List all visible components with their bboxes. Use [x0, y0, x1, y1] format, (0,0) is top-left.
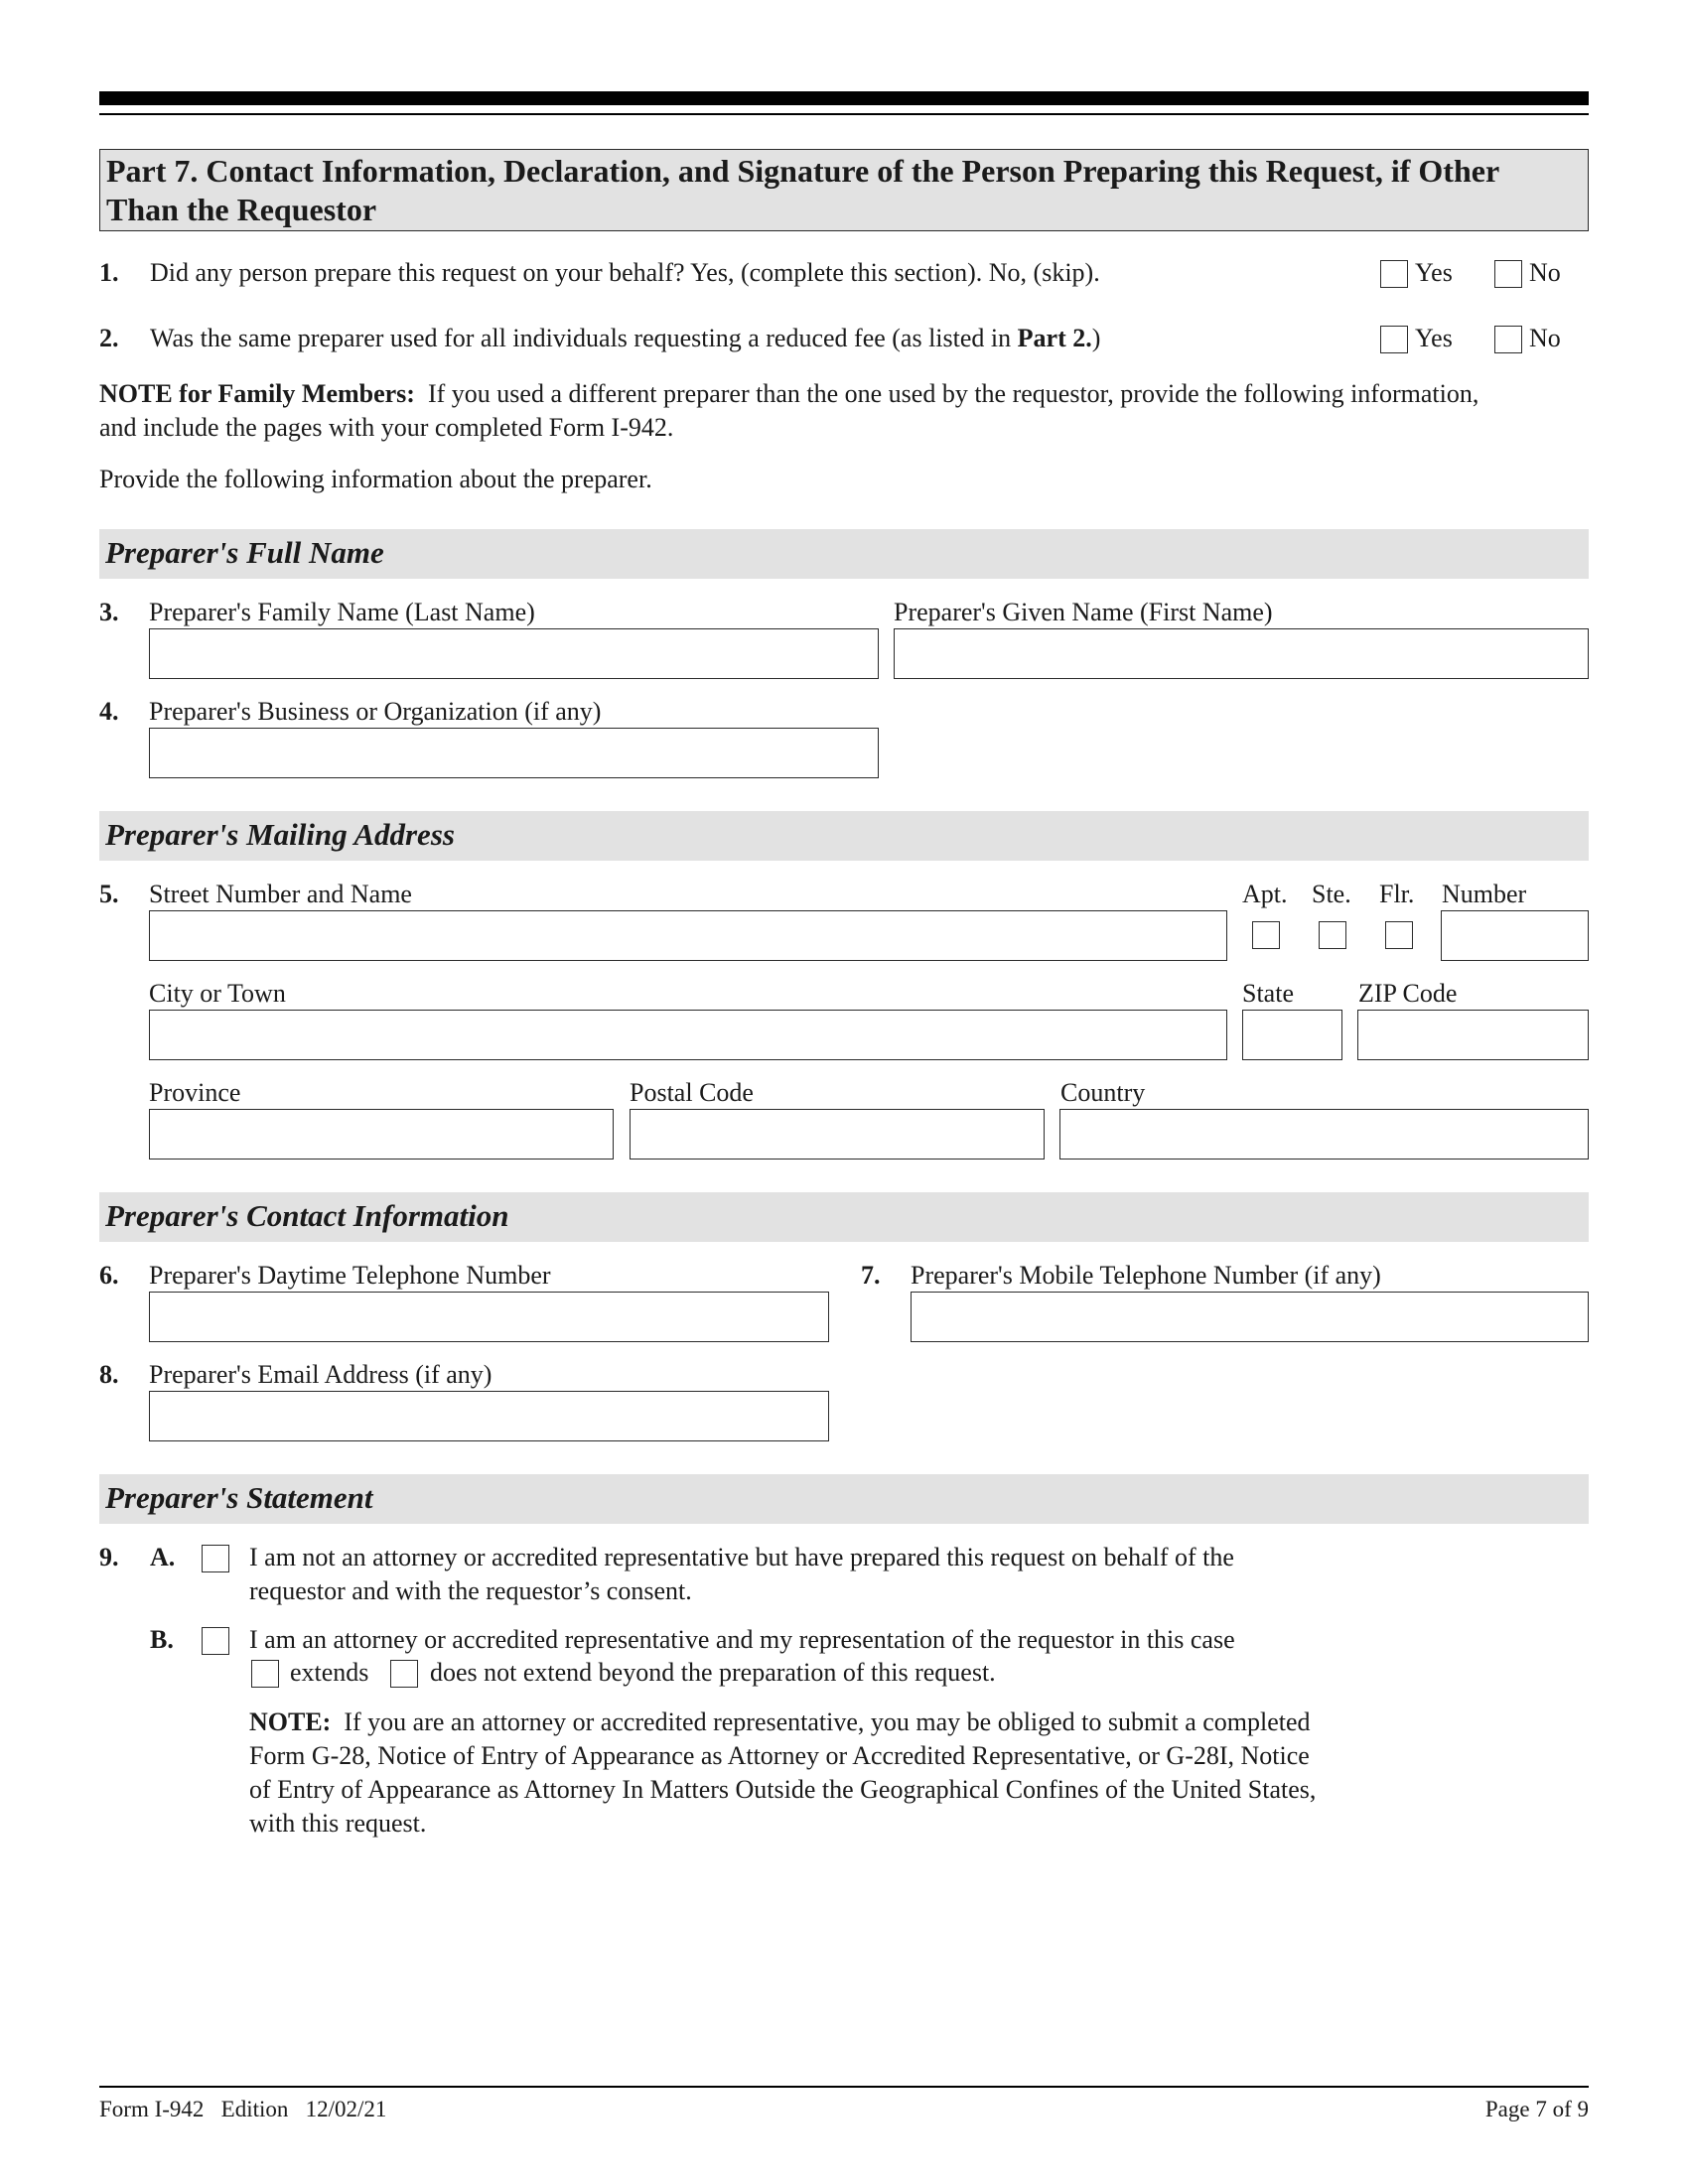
q9-note-line1	[249, 1706, 1311, 1737]
daytime-phone-field[interactable]	[149, 1292, 829, 1342]
q9a-line1: I am not an attorney or accredited representative but have prepared this request on behalf of the	[249, 1543, 1234, 1571]
q6-number: 6.	[99, 1261, 119, 1290]
section-preparer-statement	[99, 1474, 1589, 1524]
country-label: Country	[1060, 1078, 1146, 1107]
street-label: Street Number and Name	[149, 880, 412, 908]
q8-label: Preparer's Email Address (if any)	[149, 1360, 492, 1389]
business-organization-field[interactable]	[149, 728, 879, 778]
extends-label: extends	[290, 1658, 369, 1687]
q9-note-line2: Form G-28, Notice of Entry of Appearance as Attorney or Accredited Representative, or G-28I, Notice	[249, 1741, 1310, 1770]
flr-checkbox[interactable]	[1385, 921, 1413, 949]
note-family-line1	[99, 378, 1478, 409]
zip-field[interactable]	[1357, 1010, 1589, 1060]
q7-number: 7.	[861, 1261, 881, 1290]
q2-yes-checkbox[interactable]	[1380, 326, 1408, 353]
state-label: State	[1242, 979, 1294, 1008]
q1-no-checkbox[interactable]	[1494, 260, 1522, 288]
email-field[interactable]	[149, 1391, 829, 1441]
q3-family-label: Preparer's Family Name (Last Name)	[149, 598, 535, 626]
q5-number: 5.	[99, 880, 119, 908]
province-label: Province	[149, 1078, 241, 1107]
postal-label: Postal Code	[630, 1078, 754, 1107]
q9-note-line4: with this request.	[249, 1809, 427, 1838]
q6-label: Preparer's Daytime Telephone Number	[149, 1261, 551, 1290]
q9b-line1: I am an attorney or accredited representative and my representation of the requestor in this case	[249, 1625, 1235, 1654]
country-field[interactable]	[1059, 1109, 1589, 1160]
mobile-phone-field[interactable]	[911, 1292, 1589, 1342]
footer-rule	[99, 2086, 1589, 2088]
footer-form-edition: Form I-942 Edition 12/02/21	[99, 2097, 387, 2121]
q2-yes-label: Yes	[1415, 324, 1453, 352]
q9-note-text1: If you are an attorney or accredited representative, you may be obliged to submit a completed	[344, 1707, 1311, 1736]
postal-code-field[interactable]	[630, 1109, 1045, 1160]
flr-label: Flr.	[1379, 880, 1415, 908]
q2-text-b: )	[1091, 324, 1101, 352]
family-name-field[interactable]	[149, 628, 879, 679]
q4-number: 4.	[99, 697, 119, 726]
q9a-checkbox[interactable]	[202, 1545, 229, 1572]
q9a-line2: requestor and with the requestor’s consent.	[249, 1576, 692, 1605]
apt-label: Apt.	[1242, 880, 1288, 908]
section-statement-title: Preparer's Statement	[105, 1480, 373, 1515]
section-full-name	[99, 529, 1589, 579]
not-extend-label: does not extend beyond the preparation of this request.	[430, 1658, 996, 1687]
q3-given-label: Preparer's Given Name (First Name)	[894, 598, 1273, 626]
q9-number: 9.	[99, 1543, 119, 1571]
section-contact-title: Preparer's Contact Information	[105, 1198, 509, 1233]
ste-label: Ste.	[1312, 880, 1351, 908]
q2-text	[150, 323, 1100, 353]
note-family-label: NOTE for Family Members:	[99, 379, 415, 408]
part-header	[99, 149, 1589, 231]
q1-text: Did any person prepare this request on your behalf? Yes, (complete this section). No, (skip).	[150, 258, 1100, 287]
q1-yes-checkbox[interactable]	[1380, 260, 1408, 288]
q2-no-checkbox[interactable]	[1494, 326, 1522, 353]
q9b-label: B.	[150, 1625, 174, 1654]
footer-page-number: Page 7 of 9	[1484, 2097, 1589, 2121]
ste-checkbox[interactable]	[1319, 921, 1346, 949]
apt-checkbox[interactable]	[1252, 921, 1280, 949]
q1-yes-label: Yes	[1415, 258, 1453, 287]
provide-text: Provide the following information about the preparer.	[99, 465, 652, 493]
number-label: Number	[1442, 880, 1527, 908]
q2-no-label: No	[1529, 324, 1561, 352]
q9a-label: A.	[150, 1543, 176, 1571]
q4-label: Preparer's Business or Organization (if any)	[149, 697, 602, 726]
q9b-checkbox[interactable]	[202, 1627, 229, 1655]
q2-text-bold: Part 2.	[1017, 324, 1092, 352]
city-label: City or Town	[149, 979, 286, 1008]
street-field[interactable]	[149, 910, 1227, 961]
zip-label: ZIP Code	[1358, 979, 1458, 1008]
note-family-text1: If you used a different preparer than the one used by the requestor, provide the following information,	[427, 379, 1479, 408]
q8-number: 8.	[99, 1360, 119, 1389]
q9-note-label: NOTE:	[249, 1707, 332, 1736]
city-field[interactable]	[149, 1010, 1227, 1060]
section-contact-information	[99, 1192, 1589, 1242]
top-thin-rule	[99, 113, 1589, 115]
top-thick-rule	[99, 91, 1589, 105]
note-family-line2: and include the pages with your completed Form I-942.	[99, 413, 674, 442]
extends-checkbox[interactable]	[251, 1660, 279, 1688]
q2-text-a: Was the same preparer used for all individuals requesting a reduced fee (as listed in	[150, 324, 1018, 352]
given-name-field[interactable]	[894, 628, 1589, 679]
state-field[interactable]	[1242, 1010, 1342, 1060]
unit-number-field[interactable]	[1441, 910, 1589, 961]
section-mailing-title: Preparer's Mailing Address	[105, 817, 455, 852]
q2-number: 2.	[99, 324, 119, 352]
not-extend-checkbox[interactable]	[390, 1660, 418, 1688]
q9-note-line3: of Entry of Appearance as Attorney In Matters Outside the Geographical Confines of the United States,	[249, 1775, 1317, 1804]
q7-label: Preparer's Mobile Telephone Number (if any)	[911, 1261, 1381, 1290]
q1-number: 1.	[99, 258, 119, 287]
section-full-name-title: Preparer's Full Name	[105, 535, 384, 570]
q1-no-label: No	[1529, 258, 1561, 287]
q3-number: 3.	[99, 598, 119, 626]
part-header-title: Part 7. Contact Information, Declaration, and Signature of the Person Preparing this Request, if Other Than the Requestor	[106, 153, 1499, 227]
section-mailing-address	[99, 811, 1589, 861]
province-field[interactable]	[149, 1109, 614, 1160]
